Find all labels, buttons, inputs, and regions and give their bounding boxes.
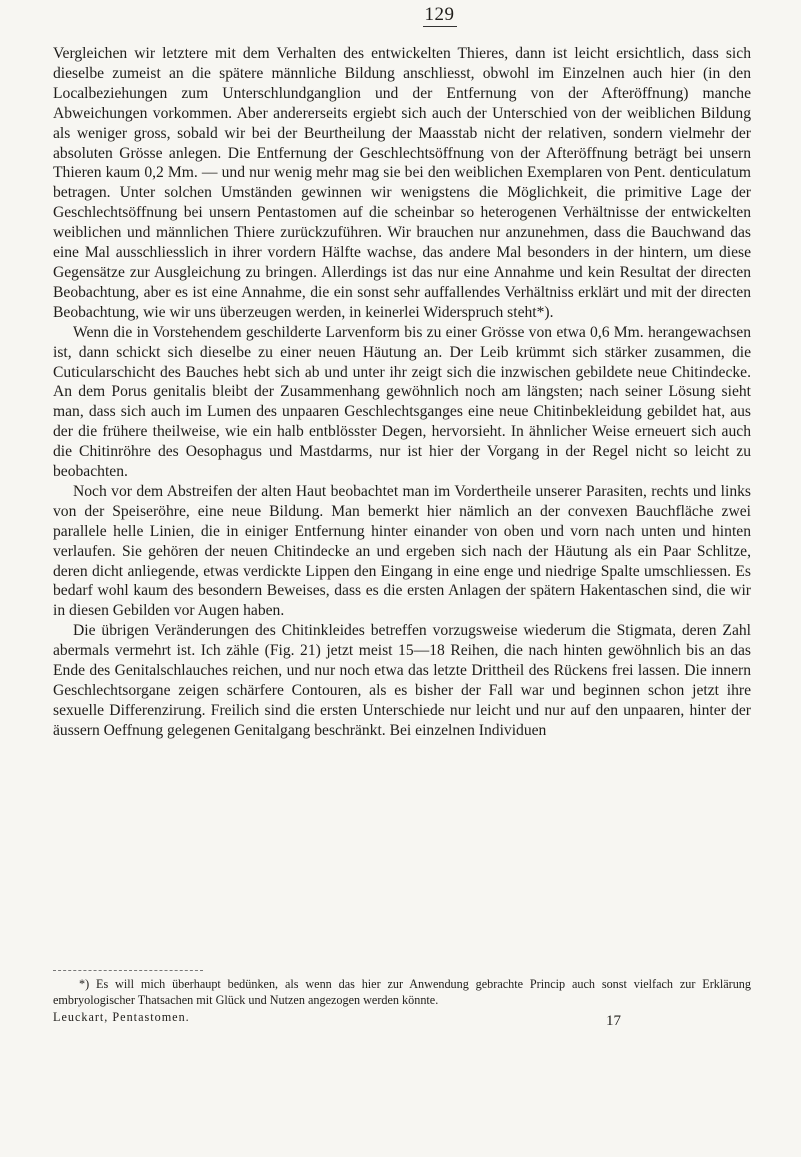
signature-line bbox=[53, 1010, 751, 1028]
page-number: 129 bbox=[424, 4, 455, 25]
footnote-text: *) Es will mich überhaupt bedünken, als wenn das hier zur Anwendung gebrachte Princip auch sonst vielfach zur Erklärung embryologischer Thatsachen mit Glück und Nutzen angezogen werden könnte. bbox=[53, 977, 751, 1007]
paragraph: Wenn die in Vorstehendem geschilderte Larvenform bis zu einer Grösse von etwa 0,6 Mm. herangewachsen ist, dann schickt sich dieselbe zu einer neuen Häutung an. Der Leib krümmt sich stärker zusammen, die Cuticularschicht des Bauches hebt sich ab und unter ihr zeigt sich die inzwischen gebildete neue Chitindecke. An dem Porus genitalis bleibt der Zusammenhang gewöhnlich noch am längsten; nach seiner Lösung sieht man, dass sich auch im Lumen des unpaaren Geschlechtsganges eine neue Chitinbekleidung gebildet hat, aus der die frühere theilweise, wie ein halb entblösster Degen, hervorsieht. In ähnlicher Weise erneuert sich auch die Chitinröhre des Oesophagus und Mastdarms, nur ist hier der Vorgang in der Regel nicht so leicht zu beobachten. bbox=[53, 323, 751, 481]
body-text bbox=[53, 44, 751, 741]
paragraph: Die übrigen Veränderungen des Chitinkleides betreffen vorzugsweise wiederum die Stigmata, deren Zahl abermals vermehrt ist. Ich zähle (Fig. 21) jetzt meist 15—18 Reihen, die nach hinten gewöhnlich bis an das Ende des Genitalschlauches reichen, und nur noch etwa das letzte Drittheil des Rückens frei lassen. Die innern Geschlechtsorgane zeigen schärfere Contouren, als es bisher der Fall war und beginnen schon jetzt ihre sexuelle Differenzirung. Freilich sind die ersten Unterschiede nur leicht und nur auf den unpaaren, hinter der äussern Oeffnung gelegenen Genitalgang beschränkt. Bei einzelnen Individuen bbox=[53, 622, 751, 739]
footnote bbox=[53, 977, 751, 1008]
paragraph: Noch vor dem Abstreifen der alten Haut beobachtet man im Vordertheile unserer Parasiten, rechts und links von der Speiseröhre, eine neue Bildung. Man bemerkt hier nämlich an der convexen Bauchfläche zwei parallele helle Linien, die in einiger Entfernung hinter einander von oben und vorn nach unten und hinten verlaufen. Sie gehören der neuen Chitindecke an und ergeben sich nach der Häutung als ein Paar Schlitze, deren dicht anliegende, etwas verdickte Lippen den Eingang in eine enge und niedrige Spalte umschliessen. Es bedarf wohl kaum des besondern Beweises, dass es die ersten Anlagen der spätern Hakentaschen sind, die wir in diesen Gebilden vor Augen haben. bbox=[53, 482, 751, 620]
sheet-number: 17 bbox=[606, 1013, 621, 1029]
footnote-divider bbox=[53, 970, 203, 971]
paragraph: Vergleichen wir letztere mit dem Verhalten des entwickelten Thieres, dann ist leicht ersichtlich, dass sich dieselbe zumeist an die spätere männliche Bildung anschliesst, obwohl im Einzelnen auch hier (in den Localbeziehungen zum Unterschlundganglion und der Entfernung von der Afteröffnung) manche Abweichungen vorkommen. Aber andererseits ergiebt sich auch der Unterschied von der weiblichen Bildung als weniger gross, sobald wir bei der Beurtheilung der Maasstab nicht der relativen, sondern vielmehr der absoluten Grösse anlegen. Die Entfernung der Geschlechtsöffnung von der Afteröffnung beträgt bei unsern Thieren kaum 0,2 Mm. — und nur wenig mehr mag sie bei den weiblichen Exemplaren von Pent. denticulatum betragen. Unter solchen Umständen gewinnen wir wenigstens die Möglichkeit, die primitive Lage der Geschlechtsöffnung bei unsern Pentastomen auf die scheinbar so heterogenen Verhältnisse der entwickelten weiblichen und männlichen Thiere zurückzuführen. Wir brauchen nur anzunehmen, dass die Bauchwand das eine Mal ausschliesslich in ihrer vordern Hälfte wachse, das andere Mal besonders in der hintern, um diese Gegensätze zur Ausgleichung zu bringen. Allerdings ist das nur eine Annahme und kein Resultat der directen Beobachtung, aber es ist eine Annahme, die ein sonst sehr auffallendes Verhältniss erklärt und mit der directen Beobachtung, wie wir uns überzeugen werden, in keinerlei Widerspruch steht*). bbox=[53, 45, 751, 321]
printer-signature: Leuckart, Pentastomen. bbox=[53, 1010, 190, 1024]
